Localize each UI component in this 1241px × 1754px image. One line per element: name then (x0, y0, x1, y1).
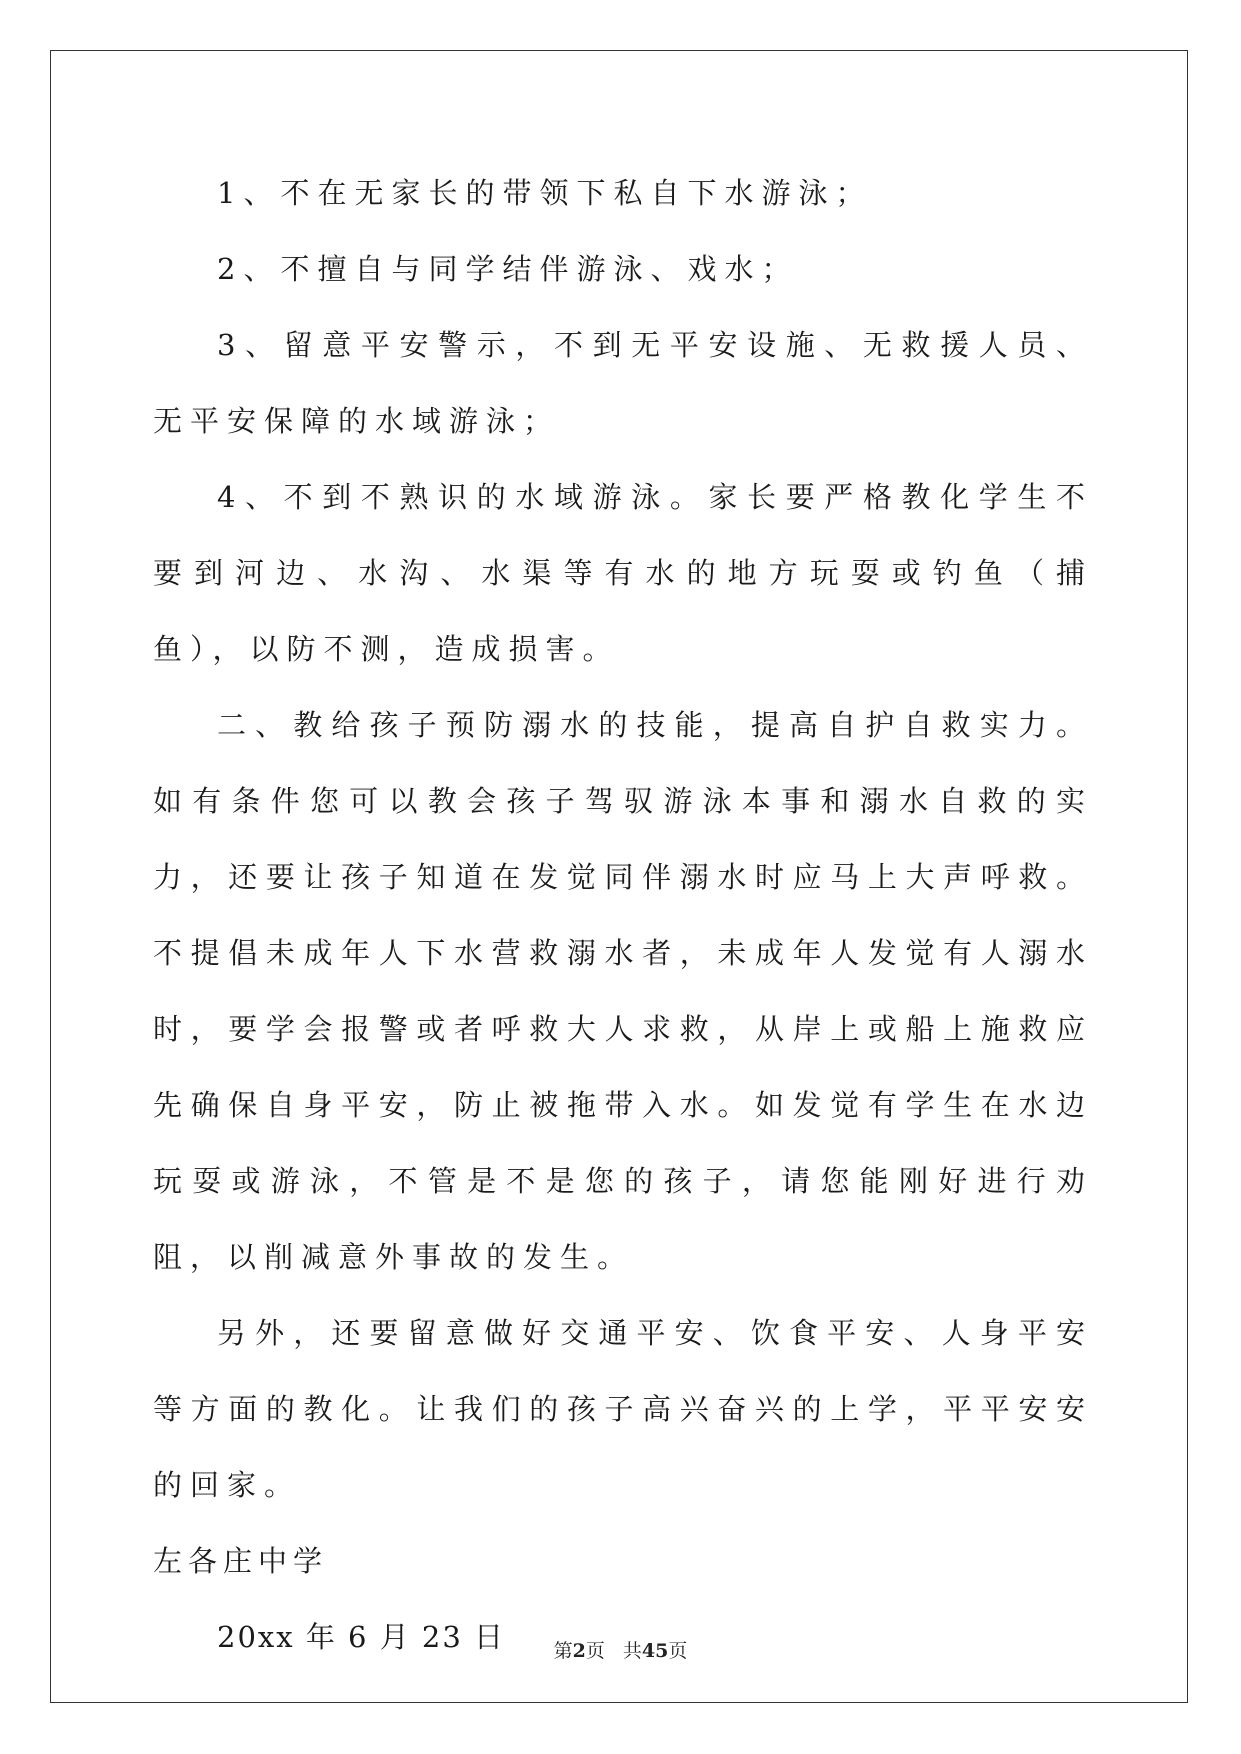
closing-paragraph: 另外，还要留意做好交通平安、饮食平安、人身平安等方面的教化。让我们的孩子高兴奋兴的上学，平平安安的回家。 (153, 1316, 1093, 1502)
footer-total-prefix: 共 (622, 1640, 642, 1662)
section-two-paragraph: 二、教给孩子预防溺水的技能，提高自护自救实力。如有条件您可以教会孩子驾驭游泳本事和溺水自救的实力，还要让孩子知道在发觉同伴溺水时应马上大声呼救。不提倡未成年人下水营救溺水者，未成年人发觉有人溺水时，要学会报警或者呼救大人求救，从岸上或船上施救应先确保自身平安，防止被拖带入水。如发觉有学生在水边玩耍或游泳，不管是不是您的孩子，请您能刚好进行劝阻，以削减意外事故的发生。 (153, 708, 1093, 1274)
page-footer (0, 1636, 1241, 1663)
footer-page-number: 2 (572, 1640, 586, 1662)
list-item-3: 3、留意平安警示，不到无平安设施、无救援人员、无平安保障的水域游泳； (153, 328, 1093, 438)
footer-page-prefix: 第 (553, 1640, 573, 1662)
list-item-1: 1、不在无家长的带领下私自下水游泳； (217, 176, 873, 210)
footer-page-suffix: 页 (585, 1640, 605, 1662)
signature-school: 左各庄中学 (153, 1544, 329, 1578)
signature-date: 20xx 年 6 月 23 日 (217, 1620, 506, 1654)
document-body (153, 155, 1093, 1675)
footer-total-pages: 45 (641, 1640, 669, 1662)
footer-total-suffix: 页 (668, 1640, 688, 1662)
list-item-4: 4、不到不熟识的水域游泳。家长要严格教化学生不要到河边、水沟、水渠等有水的地方玩耍或钓鱼（捕鱼），以防不测，造成损害。 (153, 480, 1093, 666)
list-item-2: 2、不擅自与同学结伴游泳、戏水； (217, 252, 799, 286)
